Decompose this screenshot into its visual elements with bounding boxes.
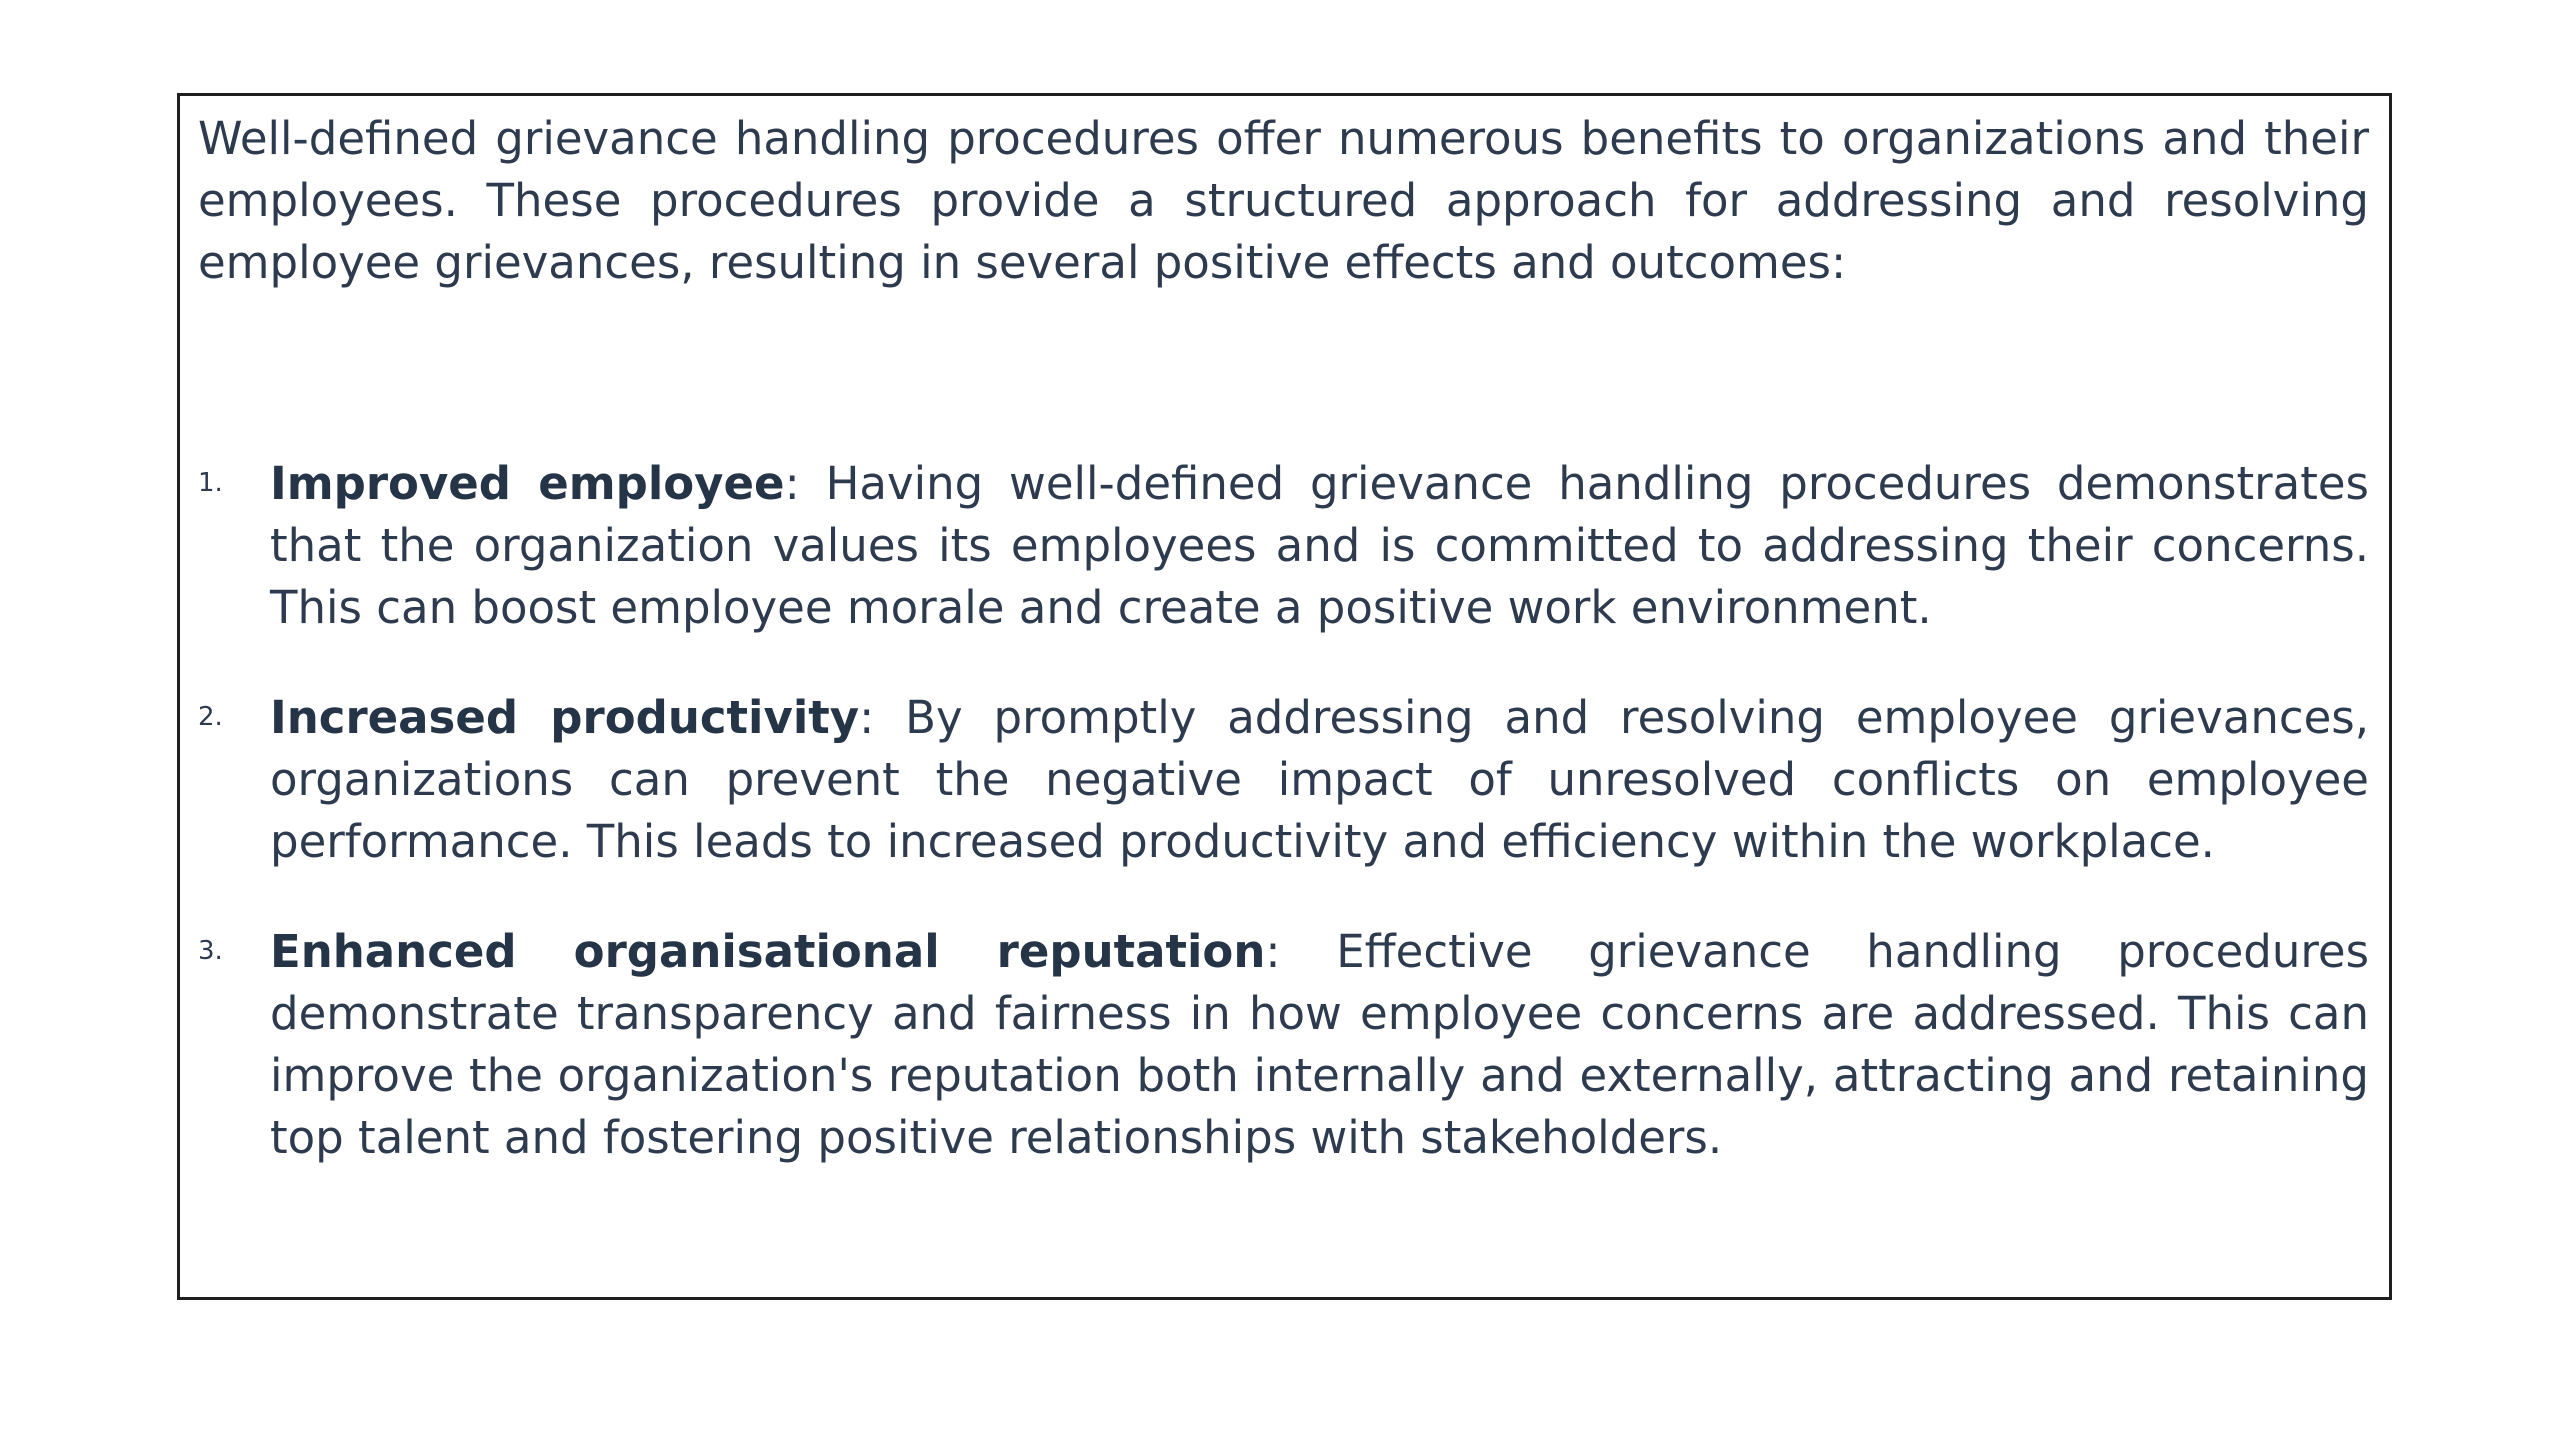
list-item-text: [270, 687, 2369, 873]
list-item-body: By promptly addressing and resolving employee grievances, organizations can prevent the negative impact of unresolved conflicts on employee performance. This leads to increased productivity and efficiency within the workplace.: [270, 691, 2370, 868]
list-item-body: Having well-defined grievance handling procedures demonstrates that the organization values its employees and is committed to addressing their concerns. This can boost employee morale and create a positive work environment.: [270, 457, 2369, 634]
title-separator: :: [784, 457, 826, 510]
list-number: 3.: [198, 936, 223, 966]
list-item: [198, 453, 2369, 639]
list-item: [198, 921, 2369, 1169]
list-number: 2.: [198, 702, 223, 732]
intro-paragraph: Well-defined grievance handling procedures offer numerous benefits to organizations and their employees. These procedures provide a structured approach for addressing and resolving employee grievances, resulting in several positive effects and outcomes:: [198, 112, 2369, 289]
list-item-title: Enhanced organisational reputation: [270, 925, 1266, 978]
list-item-text: [270, 453, 2369, 639]
title-separator: :: [1265, 925, 1337, 978]
list-number: 1.: [198, 468, 223, 498]
benefits-list: [198, 453, 2369, 1169]
list-item-text: [270, 921, 2369, 1169]
list-item-title: Improved employee: [270, 457, 785, 510]
title-separator: :: [859, 691, 906, 744]
list-item-title: Increased productivity: [270, 691, 860, 744]
list-item-body: Effective grievance handling procedures demonstrate transparency and fairness in how employee concerns are addressed. This can improve the organization's reputation both internally and externally, attracting and retaining top talent and fostering positive relationships with stakeholders.: [270, 925, 2370, 1164]
content-box: [177, 93, 2392, 1300]
list-item: [198, 687, 2369, 873]
